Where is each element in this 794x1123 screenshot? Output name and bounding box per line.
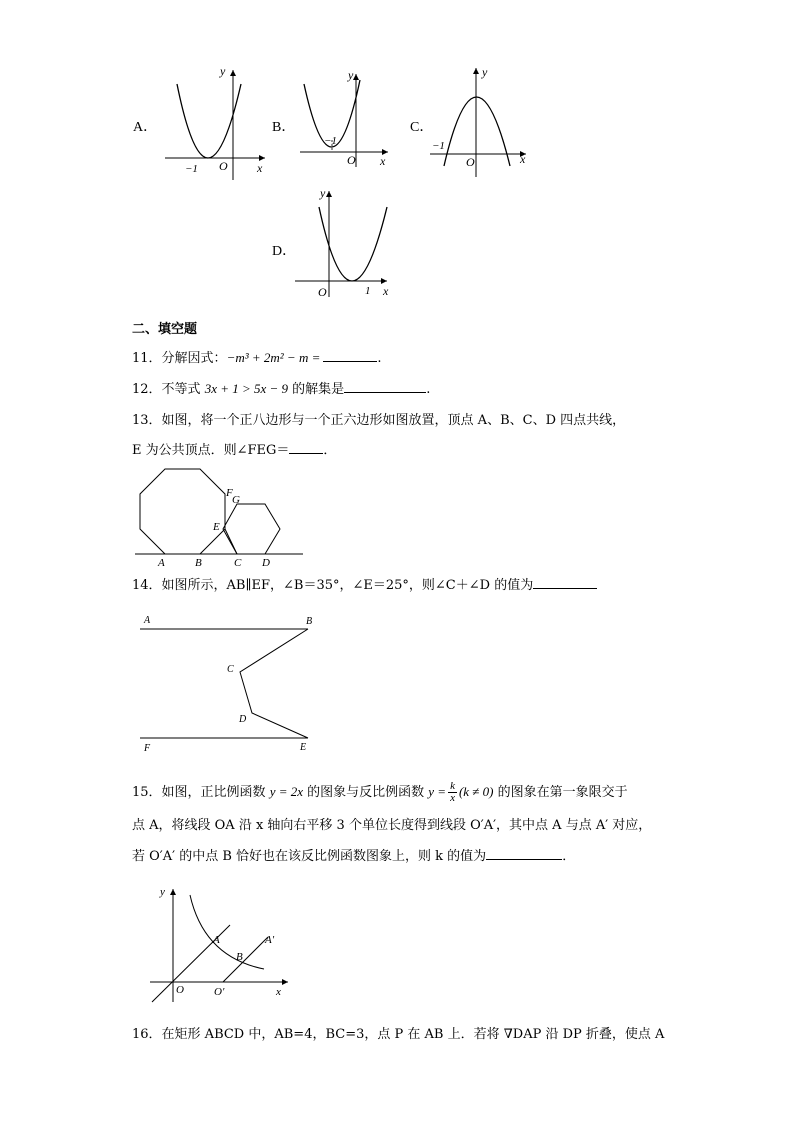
q15-line-3 [132, 849, 575, 865]
q15-answer-blank[interactable] [486, 859, 562, 860]
q11-answer-blank[interactable] [323, 361, 377, 362]
q11-text: 分解因式： [161, 351, 227, 366]
option-d-graph [295, 185, 405, 305]
q13-figure [135, 468, 310, 568]
q13-label-b: B [195, 557, 202, 569]
q11-expression: −m³ + 2m² − m = [226, 350, 321, 365]
q13-label-g: G [232, 494, 240, 506]
option-d-tick-label: 1 [365, 285, 371, 297]
q13-label-e: E [213, 521, 220, 533]
q12-number: 12． [132, 382, 162, 397]
question-16: 16．在矩形 ABCD 中，AB=4，BC=3，点 P 在 AB 上．若将 ∇DAP 沿 DP 折叠，使点 A [132, 1027, 665, 1042]
option-a-x-label: x [257, 161, 263, 175]
q15-end: ． [562, 849, 576, 864]
option-b-origin-label: O [347, 153, 356, 167]
q15-label-a: A [213, 934, 220, 946]
q15-label-o-prime: O′ [214, 986, 225, 998]
section-title: 二、填空题 [132, 322, 198, 337]
q14-label-d: D [239, 714, 247, 725]
q14-label-f: F [144, 743, 151, 754]
q15-label-a-prime: A′ [265, 934, 275, 946]
q15-line-2: 点 A，将线段 OA 沿 x 轴向右平移 3 个单位长度得到线段 O′A′，其中点 A 与点 A′ 对应， [132, 818, 652, 833]
option-a-graph [165, 62, 285, 182]
option-b-x-label: x [380, 154, 386, 168]
q12-text2: 的解集是 [288, 382, 345, 397]
q11-end: . [377, 351, 382, 366]
option-c-tick-label: −1 [432, 140, 445, 152]
q13-text: E 为公共顶点．则∠FEG＝ [132, 443, 290, 458]
question-12 [132, 381, 430, 398]
q12-answer-blank[interactable] [344, 392, 426, 393]
q15-text-f: 的图象在第一象限交于 [493, 785, 628, 800]
q13-label-a: A [158, 557, 165, 569]
option-b-y-label: y [348, 68, 354, 82]
option-c-y-label: y [482, 65, 488, 79]
q15-frac-numerator: k [450, 780, 455, 792]
q15-line-1 [132, 781, 628, 804]
option-c-graph [430, 62, 530, 182]
q11-number: 11． [132, 351, 162, 366]
q15-text-3: 若 O′A′ 的中点 B 恰好也在该反比例函数图象上，则 k 的值为 [132, 849, 487, 864]
q12-end: . [426, 382, 431, 397]
q12-expression: 3x + 1 > 5x − 9 [204, 381, 289, 396]
option-d-label: D． [272, 244, 297, 259]
option-d-x-label: x [383, 284, 389, 298]
option-a-y-label: y [220, 64, 226, 78]
q15-label-y: y [160, 886, 165, 898]
q14-label-e: E [300, 742, 307, 753]
question-11 [132, 350, 382, 367]
option-b-tick-label: −1 [324, 135, 337, 147]
q14-label-a: A [144, 615, 151, 626]
q13-answer-blank[interactable] [289, 453, 323, 454]
option-b-graph [300, 62, 400, 182]
q13-line-2 [132, 443, 336, 459]
option-d-origin-label: O [318, 285, 327, 299]
q13-label-c: C [234, 557, 242, 569]
q15-y-equals: y = [428, 784, 447, 799]
q12-text: 不等式 [161, 382, 205, 397]
option-a-origin-label: O [219, 159, 228, 173]
q15-label-x: x [276, 986, 281, 998]
option-a-label: A． [133, 120, 158, 135]
q14-label-b: B [306, 616, 313, 627]
q15-linear-function: y = 2x [269, 784, 303, 799]
q15-frac-denominator: x [450, 792, 455, 804]
option-c-label: C． [410, 120, 434, 135]
q15-condition: (k ≠ 0) [458, 784, 494, 799]
q15-figure [140, 885, 300, 1005]
option-d-y-label: y [320, 186, 326, 200]
option-a-tick-label: −1 [185, 163, 198, 175]
q15-text-a: 15．如图，正比例函数 [132, 785, 270, 800]
q15-label-o: O [176, 984, 184, 996]
q13-label-d: D [262, 557, 270, 569]
q13-label-f: F [226, 487, 233, 499]
q14-answer-blank[interactable] [533, 588, 597, 589]
option-c-origin-label: O [466, 155, 475, 169]
q15-fraction [448, 781, 457, 804]
q14-figure [140, 612, 330, 762]
q13-line-1: 13．如图，将一个正八边形与一个正六边形如图放置，顶点 A、B、C、D 四点共线， [132, 413, 626, 428]
q14-label-c: C [227, 664, 234, 675]
q15-label-b: B [236, 951, 243, 963]
option-b-label: B． [272, 120, 296, 135]
option-c-x-label: x [520, 152, 526, 166]
q14-text: 14．如图所示，AB∥EF，∠B＝35°，∠E＝25°，则∠C＋∠D 的值为 [132, 578, 534, 593]
question-14 [132, 578, 597, 594]
q15-text-c: 的图象与反比例函数 [303, 785, 429, 800]
q13-end: ． [323, 443, 337, 458]
